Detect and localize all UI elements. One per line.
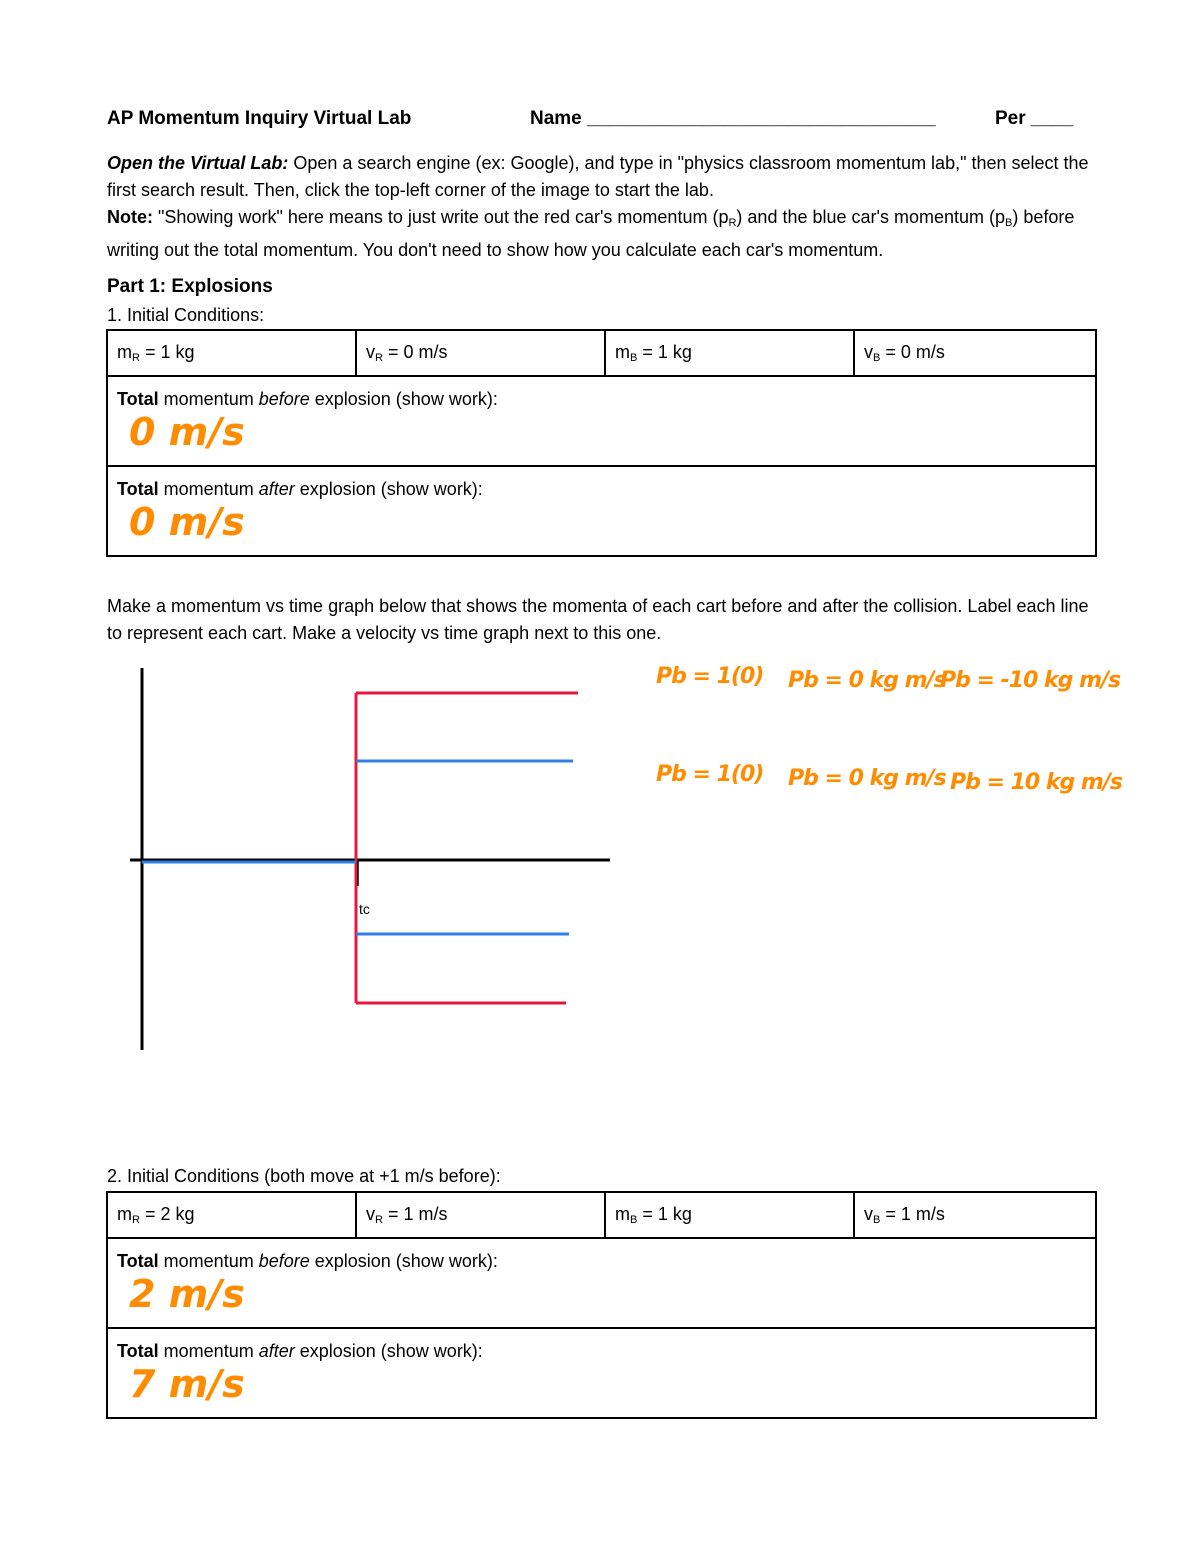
- q1-var-mass-red: $m_R = 1$ kg: [107, 330, 356, 376]
- note-r1-c2: Pb = 0 kg m/s: [788, 668, 946, 693]
- q1-after-cell[interactable]: Total momentum after explosion (show work): 0 m/s: [107, 466, 1096, 556]
- q2-var-mass-red: $m_R = 2$ kg: [107, 1192, 356, 1238]
- note-text-3: ) before writing out the total momentum. You don't need to show how you calculate each car's momentum.: [107, 207, 1075, 260]
- note-text-1: "Showing work" here means to just write out the red car's momentum (p: [153, 207, 729, 227]
- note-r2-c3: Pb = 10 kg m/s: [950, 770, 1122, 795]
- q1-label: 1. Initial Conditions:: [107, 305, 265, 325]
- q2-conditions-table: [106, 1191, 1097, 1419]
- name-field-label: Name _________________________________: [530, 108, 936, 129]
- period-field-label: Per ____: [995, 108, 1074, 129]
- q1-after-answer: 0 m/s: [129, 500, 245, 544]
- q2-label: 2. Initial Conditions (both move at +1 m/s before):: [107, 1166, 501, 1186]
- page-header: [107, 108, 1097, 130]
- note-label: Note:: [107, 207, 153, 227]
- q2-after-cell[interactable]: Total momentum after explosion (show work): 7 m/s: [107, 1328, 1096, 1418]
- note-sub-b: B: [1004, 217, 1013, 229]
- q1-variables-row: [107, 330, 1096, 376]
- q1-after-row: [107, 466, 1096, 556]
- lab-title: AP Momentum Inquiry Virtual Lab: [107, 108, 412, 129]
- note-r2-c1: Pb = 1(0): [656, 762, 764, 787]
- q1-before-cell[interactable]: Total momentum before explosion (show work): 0 m/s: [107, 376, 1096, 466]
- q1-var-mass-blue: $m_B = 1$ kg: [605, 330, 854, 376]
- q2-var-velocity-red: $v_R = 1$ m/s: [356, 1192, 605, 1238]
- open-lab-label: Open the Virtual Lab:: [107, 153, 289, 173]
- note-r1-c3: Pb = -10 kg m/s: [940, 668, 1121, 693]
- q2-before-answer: 2 m/s: [129, 1272, 245, 1316]
- q1-var-velocity-blue: $v_B = 0$ m/s: [854, 330, 1096, 376]
- q2-var-mass-blue: $m_B = 1$ kg: [605, 1192, 854, 1238]
- collision-time-label: tc: [359, 901, 370, 917]
- q2-variables-row: [107, 1192, 1096, 1238]
- note-r2-c2: Pb = 0 kg m/s: [788, 766, 946, 791]
- intro-paragraph: [107, 150, 1107, 264]
- q2-before-row: [107, 1238, 1096, 1328]
- note-text-2: ) and the blue car's momentum (p: [736, 207, 1005, 227]
- open-lab-text: Open a search engine (ex: Google), and type in "physics classroom momentum lab," then select the first search result. Then, click the top-left corner of the image to start the lab.: [107, 153, 1089, 200]
- part1-title: Part 1: Explosions: [107, 276, 273, 297]
- note-r1-c1: Pb = 1(0): [656, 664, 764, 689]
- q2-after-answer: 7 m/s: [129, 1362, 245, 1406]
- q2-var-velocity-blue: $v_B = 1$ m/s: [854, 1192, 1096, 1238]
- q1-before-answer: 0 m/s: [129, 410, 245, 454]
- q1-var-velocity-red: $v_R = 0$ m/s: [356, 330, 605, 376]
- note-sub-r: R: [728, 217, 737, 229]
- q1-before-row: [107, 376, 1096, 466]
- momentum-time-graph: [100, 660, 620, 1060]
- q2-after-row: [107, 1328, 1096, 1418]
- q2-before-cell[interactable]: Total momentum before explosion (show work): 2 m/s: [107, 1238, 1096, 1328]
- graph-instructions: Make a momentum vs time graph below that shows the momenta of each cart before and after the collision. Label each line to represent each cart. Make a velocity vs time graph next to this one.: [107, 596, 1089, 643]
- q1-conditions-table: [106, 329, 1097, 557]
